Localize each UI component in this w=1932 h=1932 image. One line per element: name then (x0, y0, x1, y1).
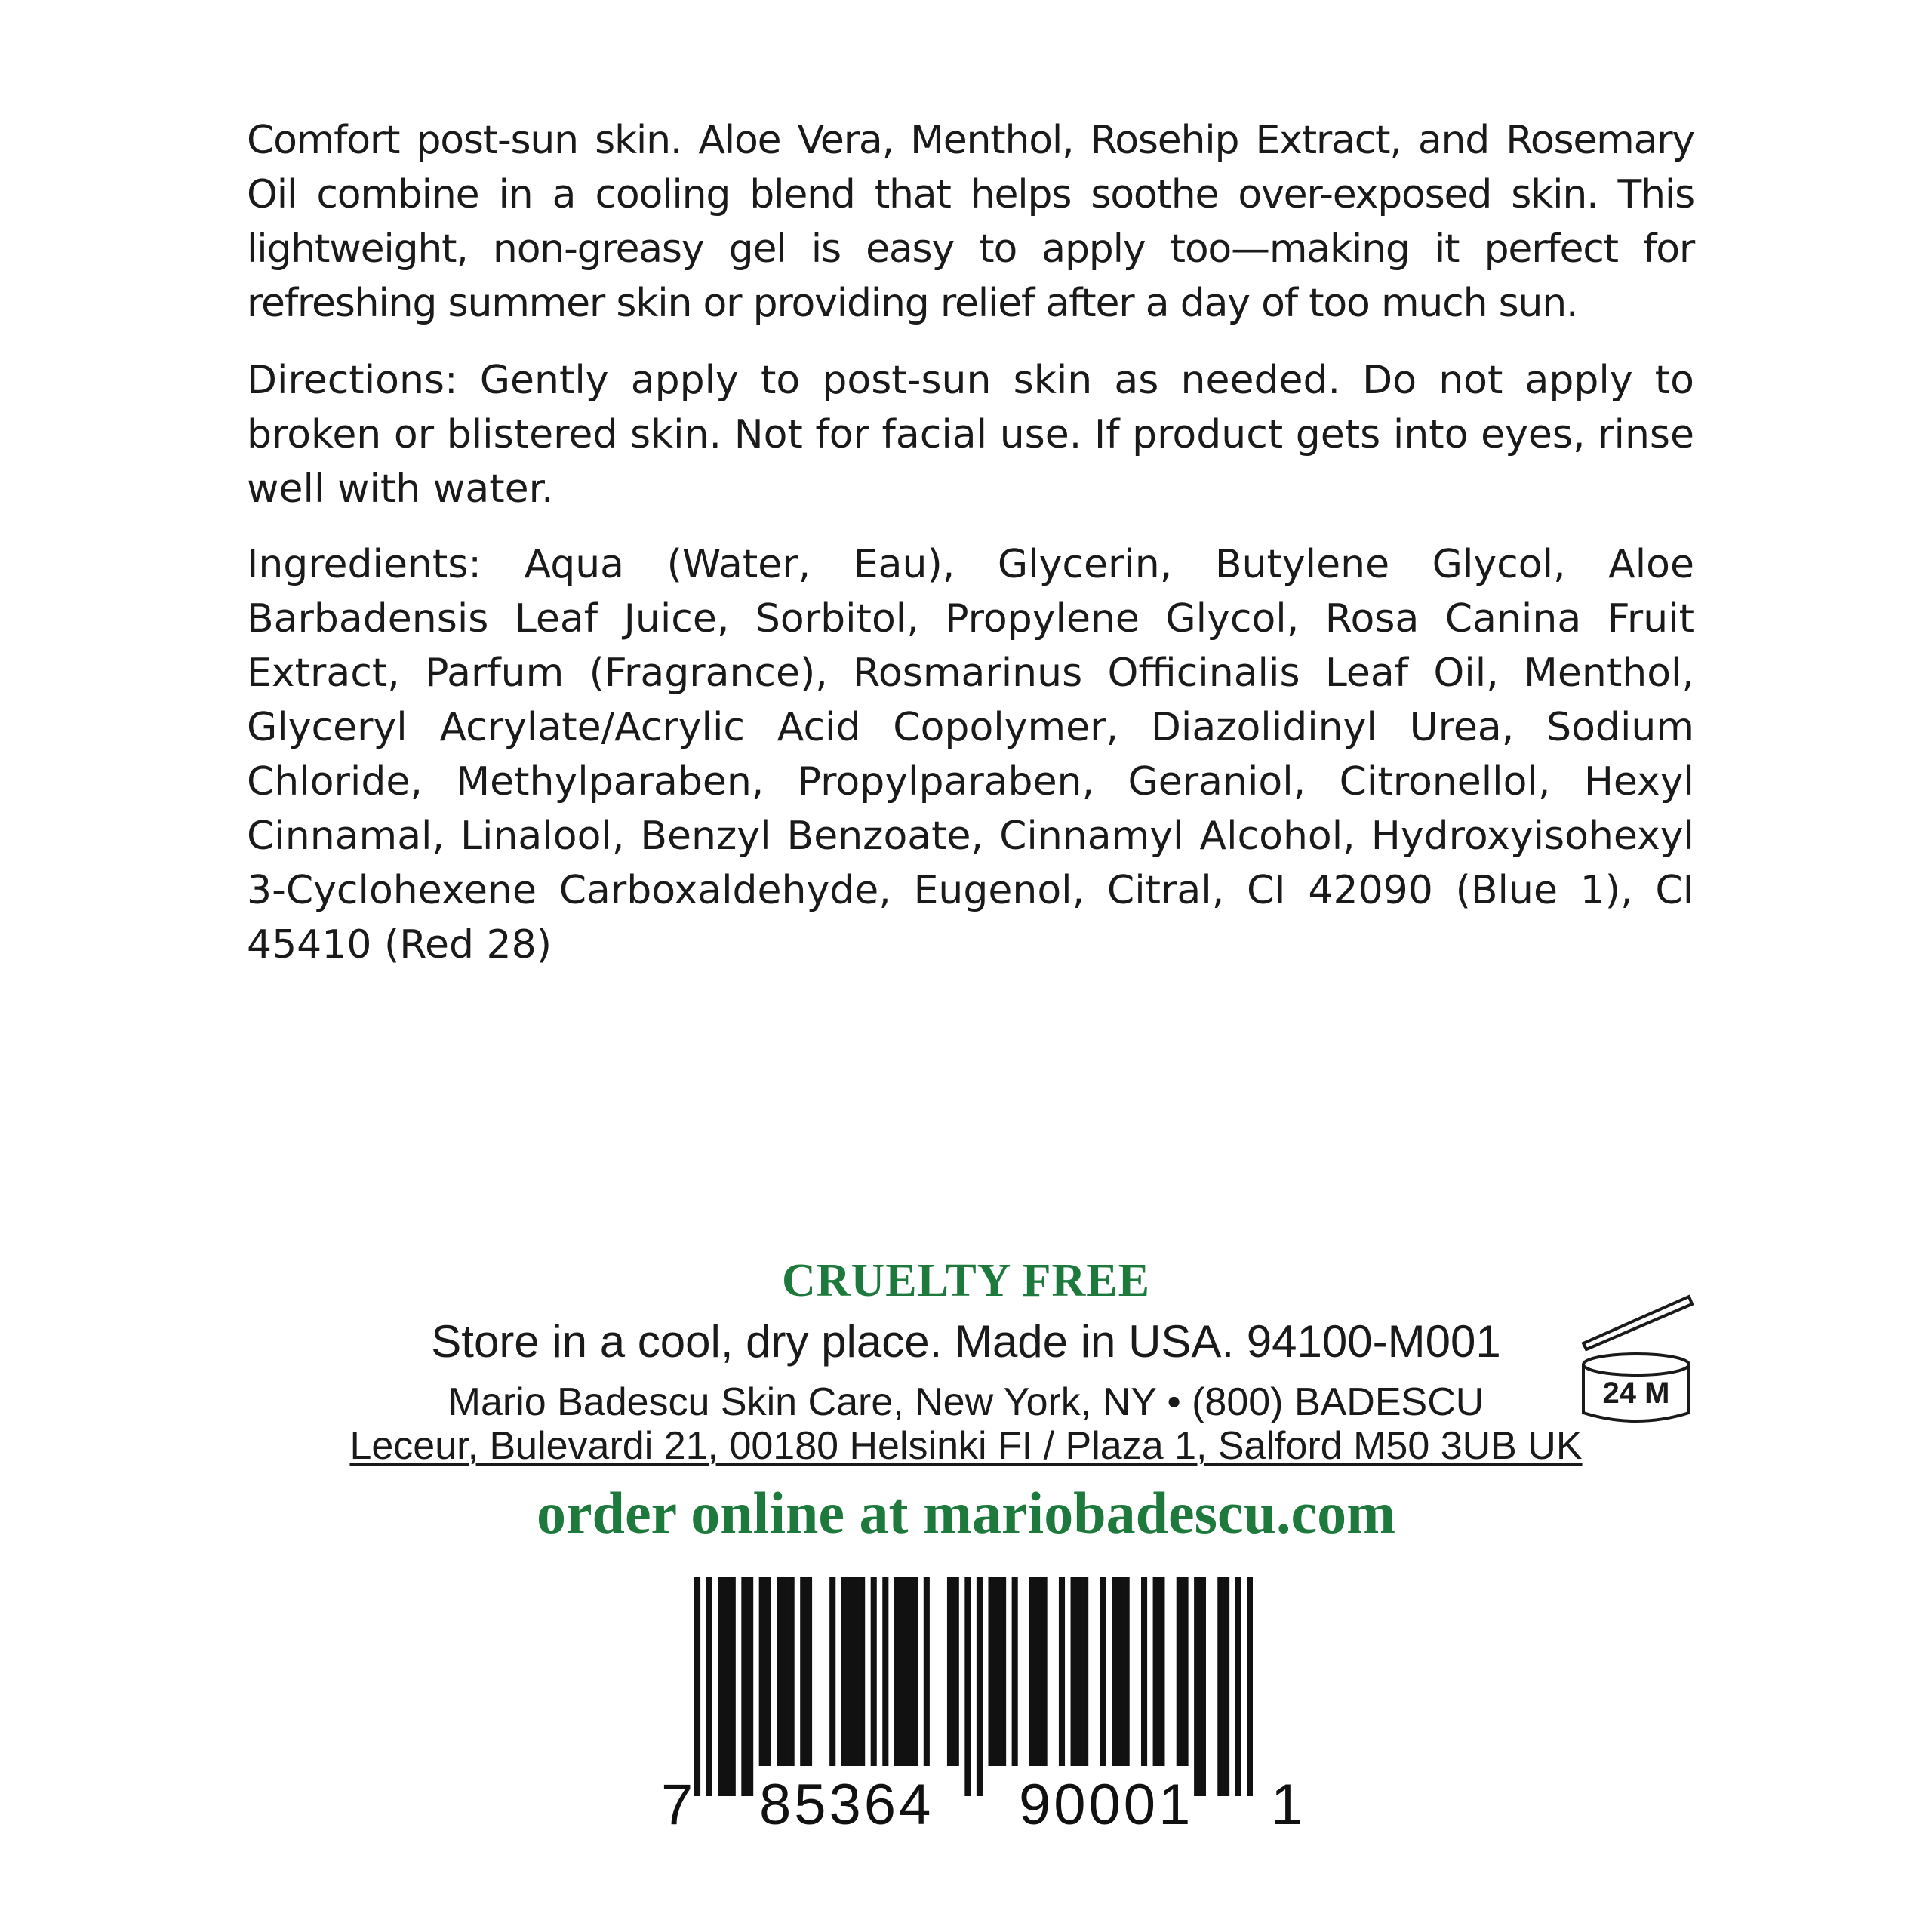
directions-paragraph (247, 353, 1694, 516)
directions-text: Gently apply to post-sun skin as needed. Do not apply to broken or blistered skin. Not for facial use. If product gets into eyes, rinse well with water. (247, 358, 1694, 512)
barcode-bar (1200, 1577, 1206, 1796)
storage-note: Store in a cool, dry place. Made in USA. 94100-M001 (431, 1316, 1501, 1367)
barcode-bar (1177, 1577, 1183, 1766)
barcode-bar (724, 1577, 730, 1796)
product-description: Comfort post-sun skin. Aloe Vera, Menthol, Rosehip Extract, and Rosemary Oil combine in a cooling blend that helps soothe over-exposed skin. This lightweight, non-greasy gel is easy to apply too—making it perfect for refreshing summer skin or providing relief after a day of too much sun. (247, 118, 1694, 326)
barcode-bar (1124, 1577, 1130, 1766)
barcode-digits-left: 85364 (759, 1773, 934, 1837)
barcode-bar (1100, 1577, 1106, 1766)
company-info: Mario Badescu Skin Care, New York, NY • (800) BADESCU (448, 1380, 1484, 1424)
barcode-bar (1000, 1577, 1006, 1766)
barcode-bar (947, 1577, 953, 1766)
barcode-bar (789, 1577, 795, 1766)
barcode-bar (894, 1577, 900, 1766)
barcode-bar (777, 1577, 783, 1766)
barcode-bar (1153, 1577, 1159, 1766)
barcode-bar (730, 1577, 736, 1796)
ingredients-paragraph (247, 537, 1694, 972)
barcode-bar (829, 1577, 835, 1766)
barcode-bar (706, 1577, 712, 1796)
barcode-bar (1235, 1577, 1241, 1796)
barcode-digit-first: 7 (661, 1773, 698, 1837)
barcode-bars (694, 1577, 1253, 1796)
barcode-bar (964, 1577, 971, 1796)
barcode-bar (882, 1577, 888, 1766)
barcode-bar (1076, 1577, 1082, 1766)
barcode-bar (1183, 1577, 1189, 1766)
barcode-bar (1035, 1577, 1041, 1766)
directions-label: Directions: (247, 358, 458, 403)
barcode-bar (764, 1577, 771, 1766)
barcode-bar (848, 1577, 854, 1766)
barcode-bar (841, 1577, 848, 1766)
barcode-bar (1247, 1577, 1253, 1796)
barcode-bar (1082, 1577, 1088, 1766)
barcode-bar (718, 1577, 724, 1796)
barcode-bar (912, 1577, 918, 1766)
pao-label: 24 M (1602, 1377, 1670, 1410)
barcode-bar (900, 1577, 906, 1766)
barcode-bar (924, 1577, 930, 1766)
barcode-bar (1217, 1577, 1223, 1796)
barcode-bar (1071, 1577, 1077, 1766)
barcode-bar (694, 1577, 700, 1796)
ingredients-text: Aqua (Water, Eau), Glycerin, Butylene Glycol, Aloe Barbadensis Leaf Juice, Sorbitol, Propylene Glycol, Rosa Canina Fruit Extract, Parfum (Fragrance), Rosmarinus Officinalis Leaf Oil, Menthol, Glyceryl Acrylate/Acrylic Acid Copolymer, Diazolidinyl Urea, Sodium Chloride, Methylparaben, Propylparaben, Geraniol, Citronellol, Hexyl Cinnamal, Linalool, Benzyl Benzoate, Cinnamyl Alcohol, Hydroxyisohexyl 3-Cyclohexene Carboxaldehyde, Eugenol, Citral, CI 42090 (Blue 1), CI 45410 (Red 28) (247, 542, 1694, 968)
barcode-bar (859, 1577, 865, 1766)
barcode-bar (1029, 1577, 1035, 1766)
order-online-link: order online at mariobadescu.com (536, 1480, 1396, 1546)
barcode-bar (1118, 1577, 1124, 1766)
barcode-bar (1223, 1577, 1229, 1796)
ingredients-label: Ingredients: (247, 542, 481, 587)
barcode-bar (977, 1577, 983, 1796)
barcode-bar (906, 1577, 912, 1766)
barcode-bar (871, 1577, 877, 1766)
barcode-bar (741, 1577, 747, 1796)
barcode-bar (1041, 1577, 1048, 1766)
barcode-digit-last: 1 (1271, 1773, 1308, 1837)
barcode-bar (806, 1577, 812, 1766)
barcode-bar (1141, 1577, 1147, 1766)
eu-uk-address: Leceur, Bulevardi 21, 00180 Helsinki FI / Plaza 1, Salford M50 3UB UK (349, 1424, 1583, 1468)
barcode-bar (1112, 1577, 1118, 1766)
barcode-bar (853, 1577, 859, 1766)
barcode-bar (953, 1577, 959, 1766)
barcode-bar (1158, 1577, 1164, 1766)
barcode-bar (1194, 1577, 1200, 1796)
barcode-bar (759, 1577, 765, 1766)
barcode-bar (1012, 1577, 1018, 1766)
barcode-bar (783, 1577, 789, 1766)
barcode-bar (994, 1577, 1000, 1766)
cruelty-free-heading: CRUELTY FREE (781, 1255, 1151, 1306)
barcode-bar (800, 1577, 806, 1766)
barcode-bar (747, 1577, 753, 1796)
barcode-bar (988, 1577, 994, 1766)
barcode-bar (1059, 1577, 1065, 1766)
barcode-digits-right: 90001 (1019, 1773, 1194, 1837)
